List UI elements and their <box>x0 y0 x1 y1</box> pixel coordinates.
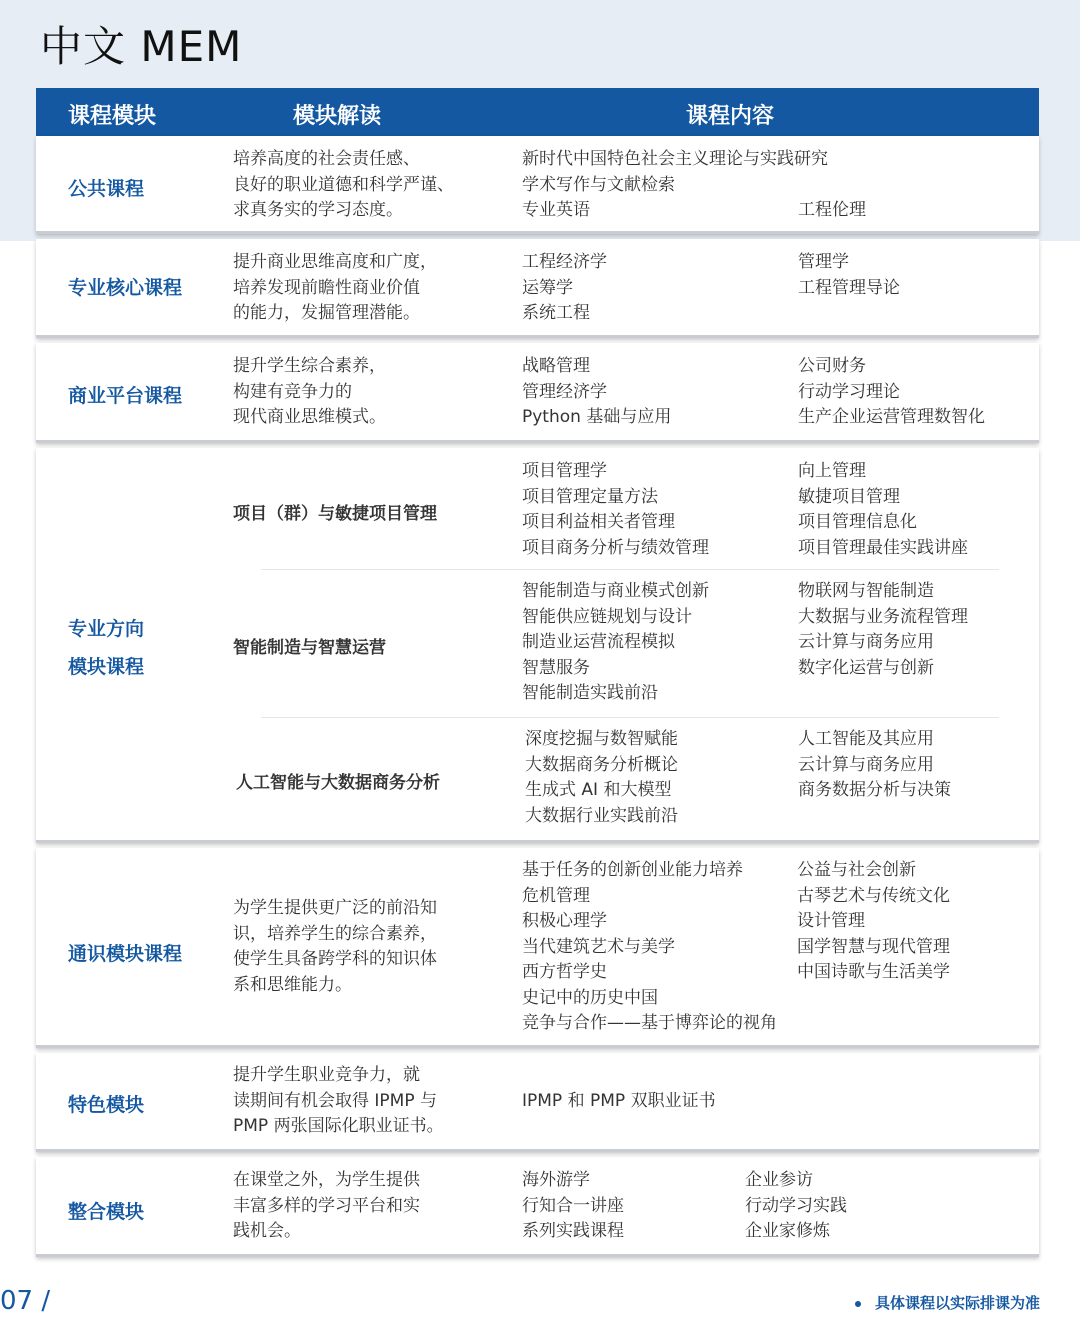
course-list-col2: 向上管理 敏捷项目管理 项目管理信息化 项目管理最佳实践讲座 <box>798 461 968 558</box>
table-row-core <box>36 239 1039 338</box>
course-table <box>36 88 1039 1262</box>
course-list-col1: IPMP 和 PMP 双职业证书 <box>522 1091 716 1111</box>
header-interpretation: 模块解读 <box>293 104 382 129</box>
course-list-col1: 战略管理 管理经济学 Python 基础与应用 <box>522 356 672 427</box>
course-list-col1: 项目管理学 项目管理定量方法 项目利益相关者管理 项目商务分析与绩效管理 <box>522 461 709 558</box>
module-name: 专业核心课程 <box>68 277 183 299</box>
course-list-col1: 深度挖掘与数智赋能 大数据商务分析概论 生成式 AI 和大模型 大数据行业实践前沿 <box>525 729 678 826</box>
course-list-col1: 智能制造与商业模式创新 智能供应链规划与设计 制造业运营流程模拟 智慧服务 智能制造实践前沿 <box>522 581 709 703</box>
page-number: 07 / <box>0 1286 51 1316</box>
course-list-col1: 新时代中国特色社会主义理论与实践研究 学术写作与文献检索 专业英语 <box>522 149 828 220</box>
course-list-col2: 公益与社会创新 古琴艺术与传统文化 设计管理 国学智慧与现代管理 中国诗歌与生活美学 <box>797 860 950 982</box>
footnote <box>855 1292 1040 1313</box>
module-name: 公共课程 <box>68 178 145 200</box>
header-content: 课程内容 <box>686 104 775 129</box>
course-list-col2: 管理学 工程管理导论 <box>798 252 900 298</box>
header-module: 课程模块 <box>68 104 157 129</box>
sub-module-name: 智能制造与智慧运营 <box>233 638 386 658</box>
course-list-col1: 工程经济学 运筹学 系统工程 <box>522 252 607 323</box>
sub-module-divider <box>261 717 999 718</box>
module-interpretation: 在课堂之外，为学生提供 丰富多样的学习平台和实 践机会。 <box>233 1170 420 1241</box>
course-list-col2: 人工智能及其应用 云计算与商务应用 商务数据分析与决策 <box>798 729 951 800</box>
course-list-col2: 公司财务 行动学习理论 生产企业运营管理数智化 <box>798 356 985 427</box>
module-interpretation: 提升学生职业竞争力，就 读期间有机会取得 IPMP 与 PMP 两张国际化职业证书。 <box>233 1065 444 1136</box>
table-row-business-platform <box>36 343 1039 443</box>
table-row-general-education <box>36 848 1039 1048</box>
table-row-integration <box>36 1157 1039 1257</box>
page-title: 中文 MEM <box>40 22 243 71</box>
module-name: 专业方向 模块课程 <box>68 618 145 678</box>
module-interpretation: 培养高度的社会责任感、 良好的职业道德和科学严谨、 求真务实的学习态度。 <box>233 149 454 220</box>
bullet-icon <box>855 1301 861 1307</box>
table-row-specialization <box>36 448 1039 843</box>
course-list-col1: 基于任务的创新创业能力培养 危机管理 积极心理学 当代建筑艺术与美学 西方哲学史 史记中的历史中国 竞争与合作——基于博弈论的视角 <box>522 860 777 1033</box>
sub-module-name: 项目（群）与敏捷项目管理 <box>233 504 437 524</box>
table-header <box>36 88 1039 136</box>
table-row-featured <box>36 1053 1039 1152</box>
module-interpretation: 提升商业思维高度和广度， 培养发现前瞻性商业价值 的能力，发掘管理潜能。 <box>233 252 437 323</box>
sub-module-divider <box>261 569 999 570</box>
module-interpretation: 为学生提供更广泛的前沿知 识，培养学生的综合素养， 使学生具备跨学科的知识体 系和思维能力。 <box>233 898 437 995</box>
course-list-col2: 工程伦理 <box>798 200 866 220</box>
module-name: 商业平台课程 <box>68 385 183 407</box>
sub-module-name: 人工智能与大数据商务分析 <box>236 773 440 793</box>
table-row-public <box>36 136 1039 234</box>
module-name: 通识模块课程 <box>68 943 183 965</box>
module-interpretation: 提升学生综合素养， 构建有竞争力的 现代商业思维模式。 <box>233 356 386 427</box>
module-name: 整合模块 <box>68 1201 145 1223</box>
module-name: 特色模块 <box>68 1094 145 1116</box>
course-list-col2: 物联网与智能制造 大数据与业务流程管理 云计算与商务应用 数字化运营与创新 <box>798 581 968 678</box>
course-list-col1: 海外游学 行知合一讲座 系列实践课程 <box>522 1170 624 1241</box>
course-list-col2: 企业参访 行动学习实践 企业家修炼 <box>745 1170 847 1241</box>
footnote-text: 具体课程以实际排课为准 <box>874 1294 1040 1312</box>
